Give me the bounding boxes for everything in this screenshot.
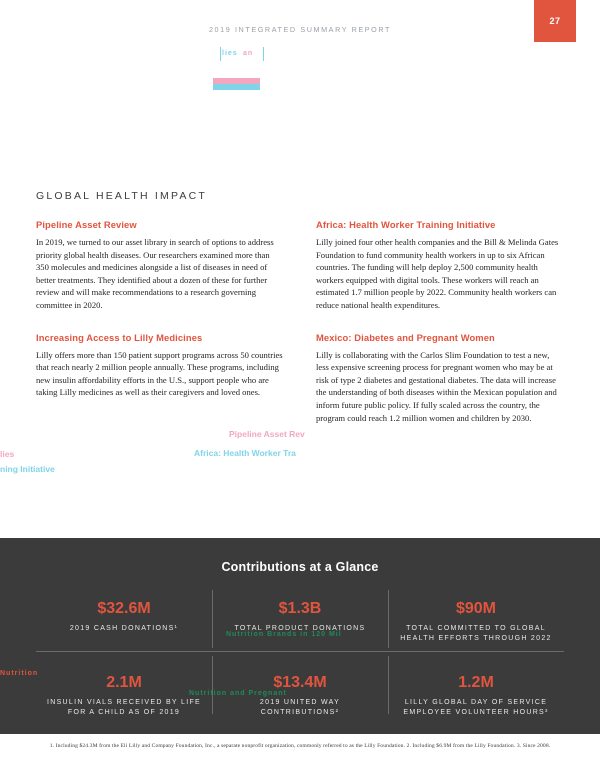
stat-value: $13.4M (273, 674, 327, 691)
report-title: 2019 INTEGRATED SUMMARY REPORT (208, 25, 392, 34)
stat-card (36, 658, 212, 732)
ghost-fragment-africa: Africa: Health Worker Tra (194, 448, 296, 458)
footnote: 1. Including $24.3M from the Eli Lilly and Company Foundation, Inc., a separate nonprofit organization, commonly referred to as the Lilly Foundation. 2. Including $6.9M from the Lilly Foundation. 3. Since 2008. (49, 743, 551, 749)
ghost-fragment-training: ning Initiative (0, 464, 55, 474)
right-column (316, 219, 564, 424)
ghost-bar-4 (213, 84, 260, 90)
ghost-fragment-edge-left: Nutrition (0, 670, 39, 677)
stat-value: $32.6M (97, 600, 151, 617)
stat-label: TOTAL PRODUCT DONATIONS (234, 625, 366, 632)
divider-vertical-1 (212, 590, 213, 648)
stat-label: TOTAL COMMITTED TO GLOBAL HEALTH EFFORTS THROUGH 2022 (400, 625, 552, 642)
panel-title: Contributions at a Glance (221, 560, 379, 574)
ghost-fragment-lies: lies (0, 449, 15, 459)
subsection-body-increasing-access: Lilly offers more than 150 patient support programs across 50 countries that reach nearly 2 million people annually. These programs, including new insulin affordability efforts in the U.S., support people who are taking Lilly medicines as well as their caregivers and loved ones. (36, 349, 283, 398)
subsection-heading-pipeline-asset-review: Pipeline Asset Review (36, 219, 137, 230)
ghost-bar-1 (220, 47, 221, 61)
stat-value: 2.1M (106, 674, 142, 691)
subsection-heading-increasing-access: Increasing Access to Lilly Medicines (36, 331, 203, 343)
stat-label: 2019 UNITED WAY CONTRIBUTIONS² (259, 699, 341, 716)
ghost-bar-2 (263, 47, 264, 61)
stat-card (212, 658, 388, 732)
contributions-panel (0, 538, 600, 734)
subsection-heading-mexico-diabetes: Mexico: Diabetes and Pregnant Women (316, 331, 495, 343)
stat-label: INSULIN VIALS RECEIVED BY LIFE FOR A CHILD AS OF 2019 (46, 699, 202, 716)
divider-vertical-3 (212, 656, 213, 714)
page-header (0, 0, 600, 46)
stat-card (212, 594, 388, 658)
subsection-body-africa-training: Lilly joined four other health companies and the Bill & Melinda Gates Foundation to fund community health workers in up to six African countries. The funding will help deploy 2,500 community health workers equipped with digital tools. These workers will reach an estimated 1.7 million people by 2022. Community health workers can reduce national health expenditures. (316, 237, 559, 310)
stat-value: 1.2M (458, 674, 494, 691)
main-content (36, 190, 564, 424)
subsection-heading-africa-training: Africa: Health Worker Training Initiative (316, 219, 496, 230)
subsection-body-mexico-diabetes: Lilly is collaborating with the Carlos Slim Foundation to test a new, less expensive screening process for pregnant women who may be at risk of type 2 diabetes and gestational diabetes. The data will increase the understanding of both diseases within the Mexican population and inform future public policy. If fully scaled across the country, the program could reach 1.2 million women and children by 2030. (316, 349, 557, 423)
ghost-fragment-top-mid: an (243, 50, 254, 57)
ghost-bar-3 (213, 78, 260, 84)
stat-card (388, 594, 564, 658)
stat-value: $1.3B (278, 600, 322, 617)
ghost-fragment-nutrition-brands: Nutrition Brands in 120 Mil (226, 631, 342, 638)
page-number-badge: 27 (534, 0, 576, 42)
stat-card (388, 658, 564, 732)
divider-horizontal (36, 651, 564, 652)
stat-label: 2019 CASH DONATIONS¹ (69, 625, 179, 632)
subsection-body-pipeline-asset-review: In 2019, we turned to our asset library in search of options to address priority global health diseases. Our researchers examined more than 350 molecules and medicines alongside a list of diseases in need of better treatments. They identified about a dozen of these for further review and will make recommendations to a research governing committee in 2020. (36, 237, 274, 310)
stat-value: $90M (455, 600, 497, 617)
stat-label: LILLY GLOBAL DAY OF SERVICE EMPLOYEE VOLUNTEER HOURS³ (403, 699, 549, 716)
ghost-fragment-top-left: lies (222, 50, 238, 57)
two-column-layout (36, 219, 564, 424)
divider-vertical-4 (388, 656, 389, 714)
stat-card (36, 594, 212, 658)
page-title: GLOBAL HEALTH IMPACT (36, 190, 207, 202)
ghost-fragment-pipeline: Pipeline Asset Rev (229, 429, 305, 439)
left-column (36, 219, 284, 424)
ghost-fragment-nutrition-pregnant: Nutrition and Pregnant (189, 690, 287, 697)
divider-vertical-2 (388, 590, 389, 648)
stats-grid (36, 594, 564, 732)
